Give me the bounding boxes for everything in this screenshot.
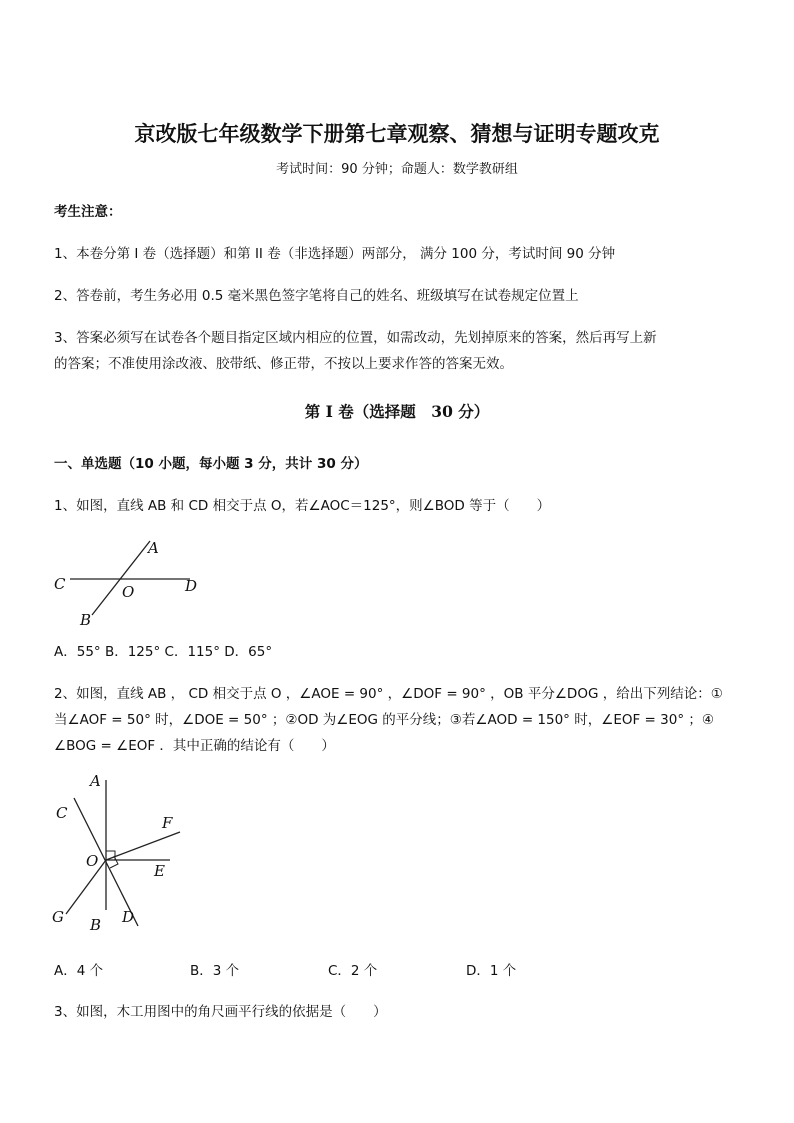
label-d: D xyxy=(185,577,198,595)
notice-heading: 考生注意： xyxy=(54,204,122,220)
question-2-line-3: ∠BOG = ∠EOF ．其中正确的结论有（ ） xyxy=(54,738,335,754)
question-2-option-d: D．1 个 xyxy=(466,963,517,979)
notice-item-3: 3、答案必须写在试卷各个题目指定区域内相应的位置，如需改动，先划掉原来的答案，然后再写上新 xyxy=(54,330,657,346)
label-c: C xyxy=(54,575,66,593)
question-2-figure xyxy=(48,768,188,938)
label-c: C xyxy=(56,804,68,822)
label-o: O xyxy=(122,583,135,601)
label-e: E xyxy=(154,862,165,880)
label-d: D xyxy=(122,908,135,926)
part-heading: 一、单选题（10 小题，每小题 3 分，共计 30 分） xyxy=(54,456,368,472)
question-1-figure xyxy=(50,535,210,630)
notice-item-3-cont: 的答案；不准使用涂改液、胶带纸、修正带，不按以上要求作答的答案无效。 xyxy=(54,356,513,372)
label-f: F xyxy=(162,814,173,832)
label-g: G xyxy=(52,908,64,926)
question-2-line-2: 当∠AOF = 50° 时，∠DOE = 50° ；②OD 为∠EOG 的平分线；③若∠AOD = 150° 时，∠EOF = 30° ；④ xyxy=(54,712,714,728)
label-a: A xyxy=(148,539,159,557)
question-1-stem: 1、如图，直线 AB 和 CD 相交于点 O，若∠AOC＝125°，则∠BOD 等于（ ） xyxy=(54,498,551,514)
ray-of xyxy=(106,832,180,860)
label-a: A xyxy=(90,772,101,790)
line-ab xyxy=(92,541,150,615)
label-b: B xyxy=(90,916,102,934)
question-1-options: A．55° B．125° C．115° D．65° xyxy=(54,644,273,660)
question-2-line-1: 2、如图，直线 AB ， CD 相交于点 O ，∠AOE = 90° ，∠DOF = 90° ，OB 平分∠DOG ，给出下列结论：① xyxy=(54,686,723,702)
label-o: O xyxy=(86,852,99,870)
question-2-option-a: A．4 个 xyxy=(54,963,104,979)
notice-item-1: 1、本卷分第 I 卷（选择题）和第 II 卷（非选择题）两部分， 满分 100 分，考试时间 90 分钟 xyxy=(54,246,616,262)
question-3-stem: 3、如图，木工用图中的角尺画平行线的依据是（ ） xyxy=(54,1004,387,1020)
page-title: 京改版七年级数学下册第七章观察、猜想与证明专题攻克 xyxy=(134,121,660,146)
exam-info: 考试时间：90 分钟；命题人：数学教研组 xyxy=(276,162,518,177)
label-b: B xyxy=(80,611,92,629)
question-2-option-b: B．3 个 xyxy=(190,963,240,979)
section-title: 第 I 卷（选择题 30 分） xyxy=(304,402,490,421)
question-2-option-c: C．2 个 xyxy=(328,963,378,979)
notice-item-2: 2、答卷前，考生务必用 0.5 毫米黑色签字笔将自己的姓名、班级填写在试卷规定位置上 xyxy=(54,288,579,304)
